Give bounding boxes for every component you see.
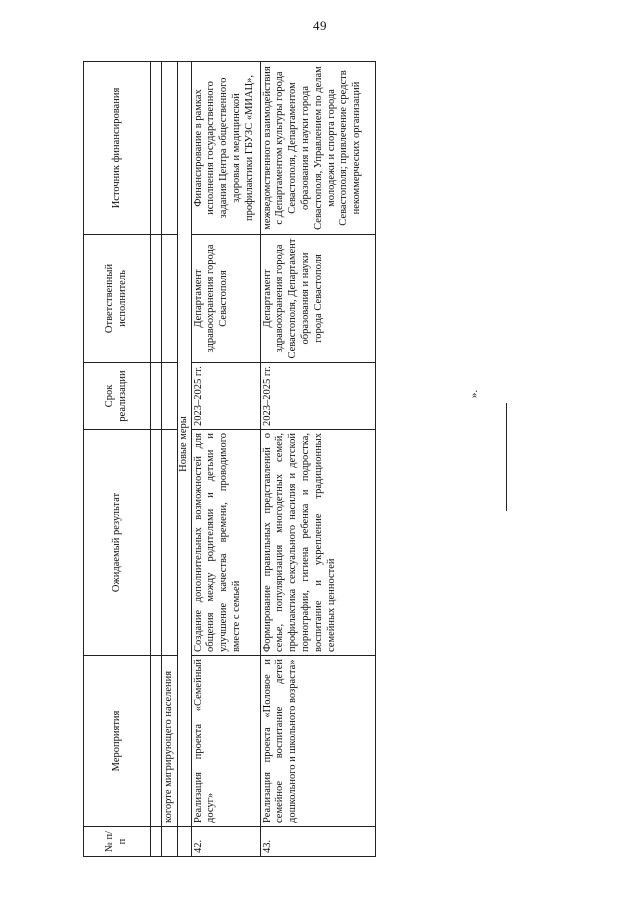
row-responsible: Департамент здравоохранения города Севастополя, Департамент образования и науки города Севастополя: [260, 235, 375, 363]
page-number: 49: [313, 18, 327, 33]
table-header-row: [84, 62, 151, 857]
row-term: 2023–2025 гг.: [191, 363, 260, 430]
signature-line: [506, 403, 507, 511]
section-title: Новые меры: [177, 62, 191, 827]
header-responsible: Ответственный исполнитель: [84, 235, 151, 363]
row-measure: Реализация проекта «Половое и семейное воспитание детей дошкольного и школьного возраста»: [260, 656, 375, 827]
carry-over-text: когорте мигрирующего населения: [162, 656, 178, 827]
rotated-table-container: [83, 62, 363, 857]
header-num: № п/п: [84, 827, 151, 857]
carry-over-row: [162, 62, 178, 857]
header-financing: Источник финансирования: [84, 62, 151, 235]
row-financing: межведомственного взаимодействия с Департаментом культуры города Севастополя, Департаментом образования и науки города Севастополя, Управлением по делам молодежи и спорта города Севастополя; привлечение средств некоммерческих организаций: [260, 62, 375, 235]
closing-quote-mark: ».: [468, 389, 481, 399]
header-measure: Мероприятия: [84, 656, 151, 827]
table-row: [260, 62, 375, 857]
row-financing: Финансирование в рамках исполнения государственного задания Центра общественного здоровья и медицинской профилактики ГБУЗС «МИАЦ»,: [191, 62, 260, 235]
row-num: 43.: [260, 827, 375, 857]
spacer-row: [151, 62, 162, 857]
section-row: [177, 62, 191, 857]
row-measure: Реализация проекта «Семейный досуг»: [191, 656, 260, 827]
header-expected: Ожидаемый результат: [84, 430, 151, 656]
row-responsible: Департамент здравоохранения города Севастополя: [191, 235, 260, 363]
row-expected: Формирование правильных представлений о семье, популяризация многодетных семей, профилактика сексуального насилия и детской порнографии, гигиена ребенка и подростка, воспитание и укрепление традиционных семейных ценностей: [260, 430, 375, 656]
header-term: Срок реализации: [84, 363, 151, 430]
measures-table: [83, 61, 376, 857]
table-row: [191, 62, 260, 857]
row-num: 42.: [191, 827, 260, 857]
row-expected: Создание дополнительных возможностей для общения между родителями и детьми и улучшение качества времени, проводимого вместе с семьей: [191, 430, 260, 656]
row-term: 2023–2025 гг.: [260, 363, 375, 430]
